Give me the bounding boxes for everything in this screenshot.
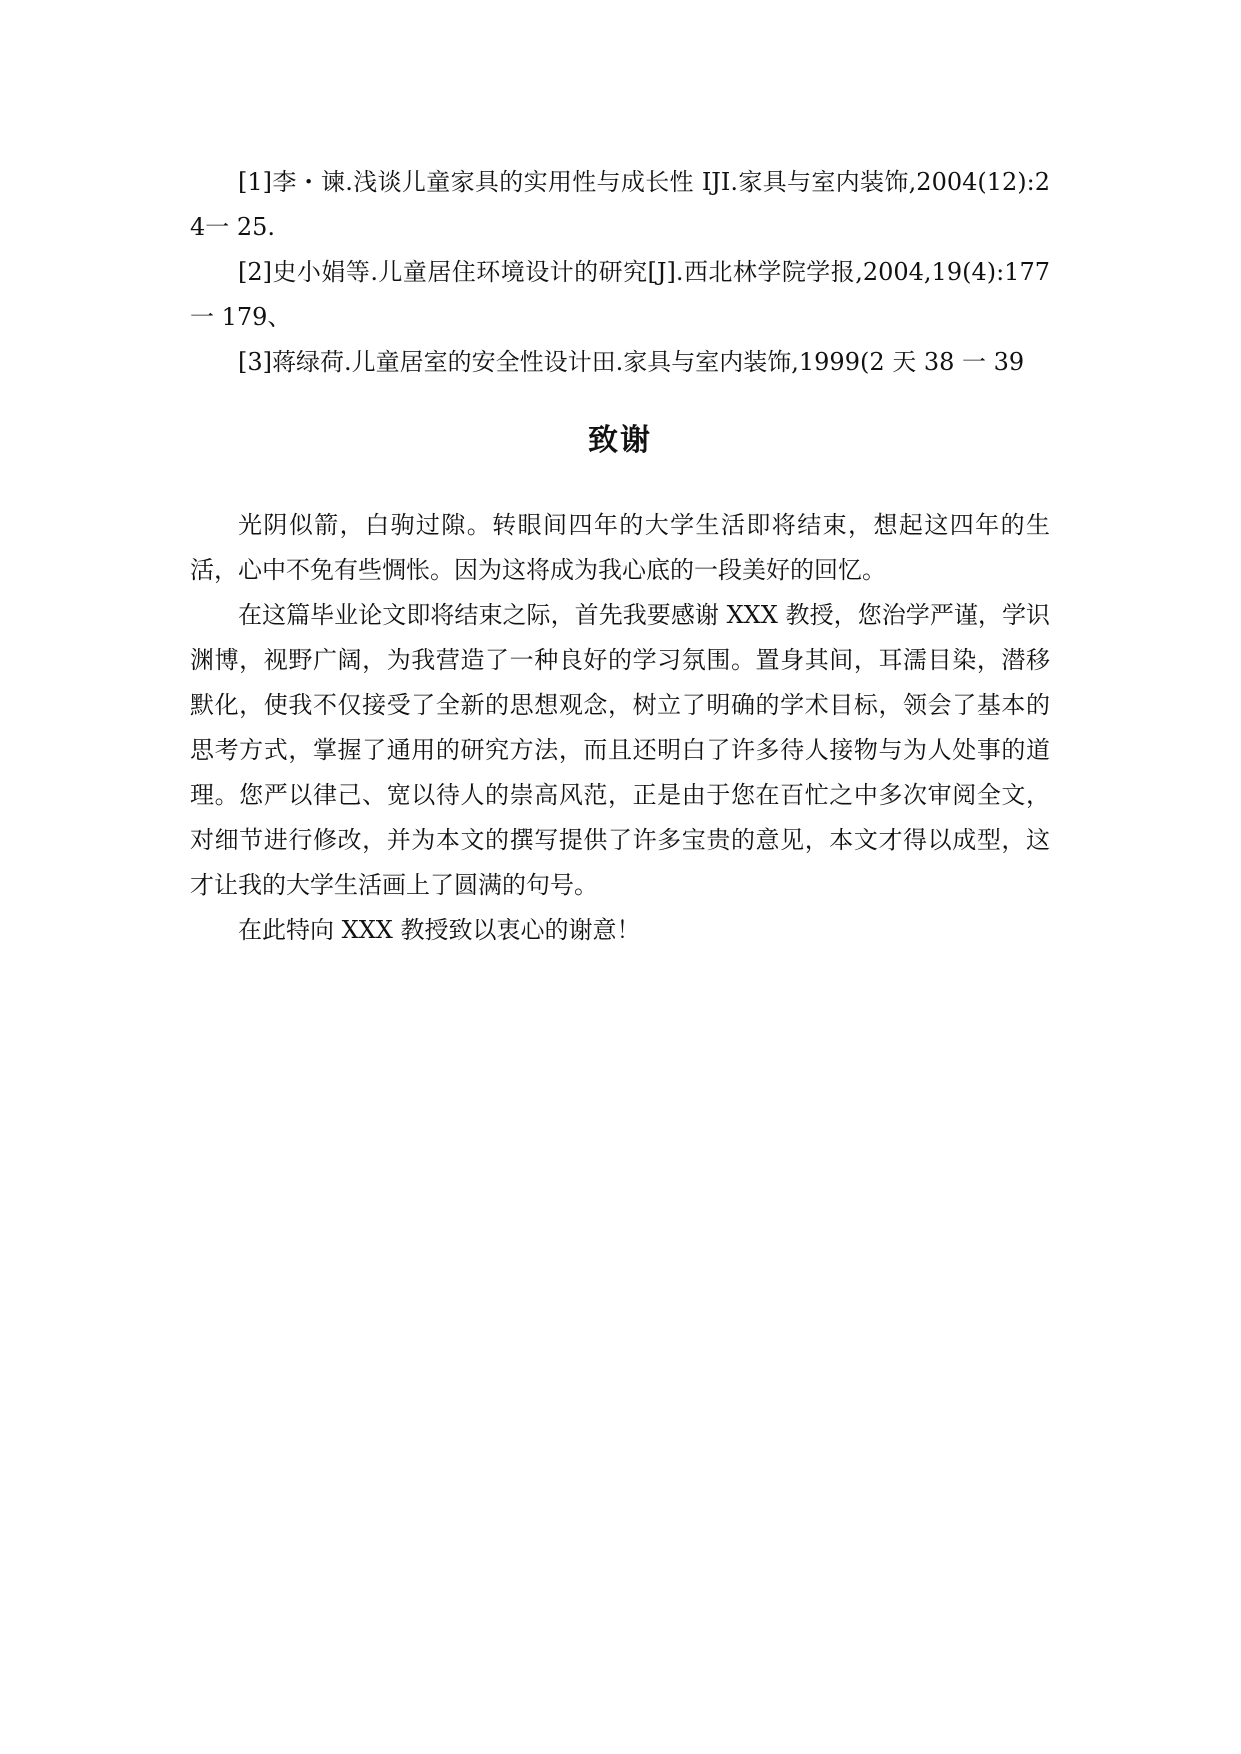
acknowledgement-title: 致谢 bbox=[588, 423, 652, 458]
page-content bbox=[190, 160, 1050, 953]
acknowledgement-paragraph: 在这篇毕业论文即将结束之际，首先我要感谢 XXX 教授，您治学严谨，学识渊博，视野广阔，为我营造了一种良好的学习氛围。置身其间，耳濡目染，潜移默化，使我不仅接受了全新的思想观念，树立了明确的学术目标，领会了基本的思考方式，掌握了通用的研究方法，而且还明白了许多待人接物与为人处事的道理。您严以律己、宽以待人的崇高风范，正是由于您在百忙之中多次审阅全文，对细节进行修改，并为本文的撰写提供了许多宝贵的意见，本文才得以成型，这才让我的大学生活画上了圆满的句号。 bbox=[190, 601, 1050, 899]
reference-list bbox=[190, 160, 1050, 385]
reference-item: [3]蒋绿荷.儿童居室的安全性设计田.家具与室内装饰,1999(2 天 38 一 39 bbox=[238, 348, 1025, 376]
acknowledgement-body bbox=[190, 503, 1050, 953]
acknowledgement-paragraph: 光阴似箭，白驹过隙。转眼间四年的大学生活即将结束，想起这四年的生活，心中不免有些惆怅。因为这将成为我心底的一段美好的回忆。 bbox=[190, 511, 1050, 584]
reference-item: [2]史小娟等.儿童居住环境设计的研究[J].西北林学院学报,2004,19(4):177一 179、 bbox=[190, 258, 1050, 331]
acknowledgement-paragraph: 在此特向 XXX 教授致以衷心的谢意！ bbox=[238, 916, 641, 944]
reference-item: [1]李・谏.浅谈儿童家具的实用性与成长性 IJI.家具与室内装饰,2004(12):24一 25. bbox=[190, 168, 1050, 241]
